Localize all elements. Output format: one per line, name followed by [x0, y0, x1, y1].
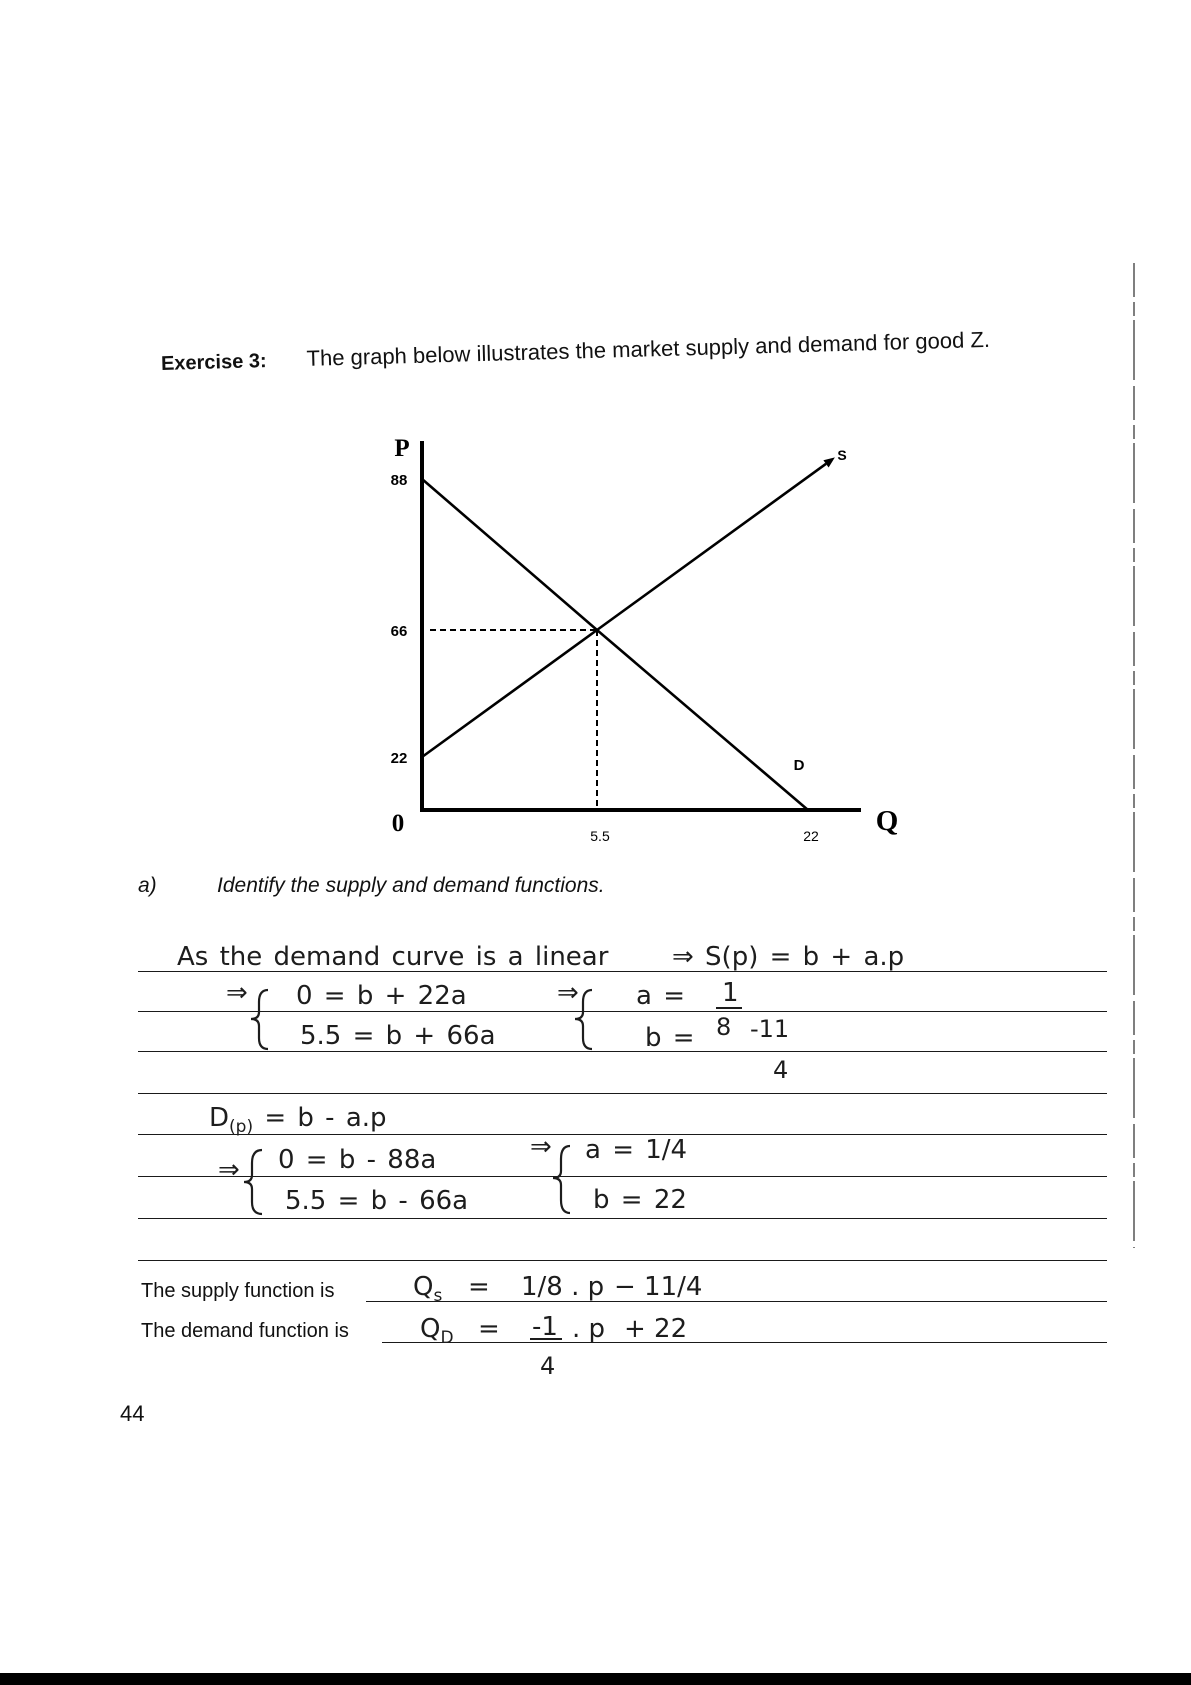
fraction-bar	[716, 1007, 742, 1009]
y-tick-label: 22	[390, 750, 408, 767]
demand-subscript: D	[440, 1328, 454, 1348]
page-number: 44	[120, 1401, 145, 1426]
demand-series-label: D	[793, 757, 805, 774]
question-text: Identify the supply and demand functions.	[217, 874, 605, 897]
system2-equation-1: 0 = b - 88a	[278, 1145, 437, 1175]
scan-bottom-edge	[0, 1673, 1191, 1685]
supply-term-1: 1/8 . p	[521, 1272, 605, 1302]
implies-arrow: ⇒	[226, 978, 248, 1008]
left-brace-icon	[553, 1146, 570, 1213]
exercise-label: Exercise 3:	[160, 350, 267, 375]
solution1-b-numerator: -11	[750, 1015, 790, 1043]
demand-argument: (p)	[229, 1117, 254, 1137]
supply-line	[422, 464, 826, 757]
solution1-a-lhs: a =	[636, 981, 685, 1011]
solution2-a: a = 1/4	[585, 1135, 688, 1165]
demand-rhs: = b - a.p	[264, 1103, 387, 1133]
writing-line	[138, 1051, 1107, 1052]
supply-equals: =	[468, 1272, 490, 1302]
demand-definition	[209, 1103, 387, 1137]
handwritten-statement: As the demand curve is a linear	[177, 942, 609, 972]
writing-line	[138, 1093, 1107, 1094]
y-tick-label: 66	[390, 623, 408, 640]
supply-series-label: S	[837, 447, 847, 463]
supply-term-2: − 11/4	[614, 1272, 703, 1302]
solution1-b-denominator: 4	[773, 1056, 789, 1084]
writing-line	[138, 1176, 1107, 1177]
demand-symbol: D	[209, 1103, 230, 1133]
x-axis-label: Q	[875, 805, 899, 837]
supply-quantity-symbol	[413, 1272, 443, 1306]
demand-quantity-symbol	[420, 1314, 454, 1348]
origin-label: 0	[391, 810, 405, 837]
supply-q: Q	[413, 1272, 434, 1302]
exercise-prompt: The graph below illustrates the market supply and demand for good Z.	[306, 326, 991, 371]
demand-slope-denominator: 4	[540, 1352, 556, 1380]
implies-arrow: ⇒	[557, 978, 579, 1008]
y-axis-label: P	[394, 435, 410, 462]
fraction-bar	[530, 1338, 562, 1340]
y-tick-label: 88	[390, 472, 408, 489]
demand-line	[422, 479, 808, 810]
supply-arrowhead	[823, 457, 835, 467]
left-brace-icon	[251, 990, 268, 1049]
left-brace-icon	[244, 1150, 262, 1214]
supply-function-label: The supply function is	[141, 1280, 335, 1302]
handwritten-supply-form: ⇒ S(p) = b + a.p	[672, 942, 905, 972]
writing-line	[138, 1260, 1107, 1261]
demand-term-1: . p	[572, 1314, 606, 1344]
writing-line	[138, 1218, 1107, 1219]
writing-line	[138, 1011, 1107, 1012]
exercise-heading	[160, 326, 991, 375]
solution1-a-numerator: 1	[722, 978, 739, 1008]
demand-term-2: + 22	[624, 1314, 688, 1344]
implies-arrow: ⇒	[530, 1132, 552, 1162]
demand-slope-numerator: -1	[532, 1312, 558, 1342]
demand-equals: =	[478, 1314, 500, 1344]
x-tick-label: 5.5	[590, 828, 610, 844]
x-tick-label: 22	[803, 828, 819, 844]
demand-function-label: The demand function is	[141, 1320, 349, 1342]
system2-equation-2: 5.5 = b - 66a	[285, 1186, 469, 1216]
solution1-b-lhs: b =	[645, 1023, 695, 1053]
demand-q: Q	[420, 1314, 441, 1344]
question-label: a)	[138, 874, 157, 897]
implies-arrow: ⇒	[218, 1155, 240, 1185]
supply-subscript: s	[433, 1286, 443, 1306]
solution1-a-denominator: 8	[716, 1013, 732, 1041]
system1-equation-1: 0 = b + 22a	[296, 981, 467, 1011]
solution2-b: b = 22	[593, 1185, 687, 1215]
system1-equation-2: 5.5 = b + 66a	[300, 1021, 496, 1051]
